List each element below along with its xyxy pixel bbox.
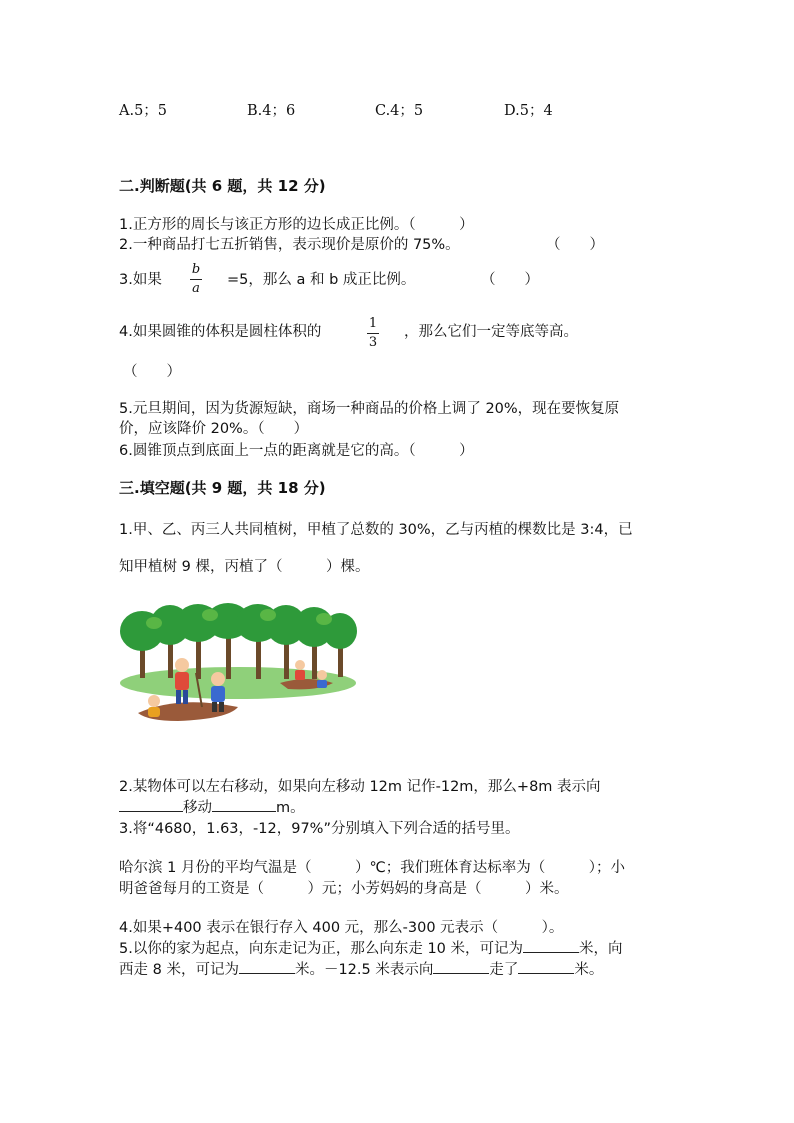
fill-q3-line1: 3.将“4680，1.63，-12，97%”分别填入下列合适的括号里。 — [119, 821, 520, 837]
judge-q4-prefix: 4.如果圆锥的体积是圆柱体积的 — [119, 324, 322, 340]
judge-q4-fraction — [367, 316, 379, 351]
fill-q1-line2: 知甲植树 9 棵，丙植了（ ）棵。 — [119, 559, 370, 575]
tree-planting-illustration — [118, 603, 358, 723]
fill-q5-text-e: 走了 — [489, 962, 519, 978]
fraction-numerator: 1 — [368, 316, 378, 331]
fill-q2-end: m。 — [276, 800, 305, 816]
fill-q4: 4.如果+400 表示在银行存入 400 元，那么-300 元表示（ ）。 — [119, 920, 564, 936]
fraction-denominator: 3 — [368, 335, 378, 350]
judge-q6: 6.圆锥顶点到底面上一点的距离就是它的高。（ ） — [119, 443, 474, 459]
answer-blank[interactable] — [433, 959, 489, 974]
section-3-title: 三.填空题(共 9 题，共 18 分) — [119, 479, 326, 497]
judge-q1: 1.正方形的周长与该正方形的边长成正比例。（ ） — [119, 217, 474, 233]
judge-q3-suffix: =5，那么 a 和 b 成正比例。 — [227, 272, 416, 288]
section-2-title: 二.判断题(共 6 题，共 12 分) — [119, 177, 326, 195]
answer-blank[interactable] — [518, 959, 574, 974]
judge-q4-suffix: ，那么它们一定等底等高。 — [404, 324, 578, 340]
choice-c: C.4；5 — [375, 103, 424, 119]
fraction-bar — [190, 279, 202, 280]
answer-blank[interactable] — [212, 797, 276, 812]
judge-q2: 2.一种商品打七五折销售，表示现价是原价的 75%。 — [119, 237, 460, 253]
fill-q3-line2: 哈尔滨 1 月份的平均气温是（ ）℃；我们班体育达标率为（ ）；小 — [119, 860, 625, 876]
judge-q3-fraction — [190, 262, 202, 297]
fraction-bar — [367, 333, 379, 334]
fill-q5-text-b: 米，向 — [579, 941, 623, 957]
choice-a: A.5；5 — [119, 103, 168, 119]
fill-q5-text-d: 米。－12.5 米表示向 — [294, 962, 434, 978]
choice-d: D.5；4 — [504, 103, 553, 119]
fill-q5-line2 — [119, 958, 603, 979]
answer-blank[interactable] — [239, 959, 295, 974]
fill-q3-line3: 明爸爸每月的工资是（ ）元；小芳妈妈的身高是（ ）米。 — [119, 881, 569, 897]
judge-q5-line1: 5.元旦期间，因为货源短缺，商场一种商品的价格上调了 20%，现在要恢复原 — [119, 401, 620, 417]
fill-q5-text-a: 5.以你的家为起点，向东走记为正，那么向东走 10 米，可记为 — [119, 941, 524, 957]
judge-q4-bracket: （ ） — [123, 364, 181, 380]
fill-q1-line1: 1.甲、乙、丙三人共同植树，甲植了总数的 30%，乙与丙植的棵数比是 3:4，已 — [119, 522, 633, 538]
fraction-denominator: a — [192, 281, 200, 296]
fill-q5-text-f: 米。 — [574, 962, 604, 978]
fill-q5-text-c: 西走 8 米，可记为 — [119, 962, 239, 978]
fill-q2-line1: 2.某物体可以左右移动，如果向左移动 12m 记作-12m，那么+8m 表示向 — [119, 779, 601, 795]
answer-blank[interactable] — [119, 797, 183, 812]
judge-q3-prefix: 3.如果 — [119, 272, 162, 288]
choice-b: B.4；6 — [247, 103, 296, 119]
fill-q2-line2 — [119, 796, 305, 817]
fill-q5-line1 — [119, 937, 623, 958]
fraction-numerator: b — [191, 262, 201, 277]
judge-q2-bracket: （ ） — [546, 237, 604, 253]
judge-q5-line2: 价，应该降价 20%。（ ） — [119, 421, 309, 437]
answer-blank[interactable] — [523, 938, 579, 953]
fill-q2-mid: 移动 — [183, 800, 212, 816]
tree-planting-image — [118, 603, 358, 723]
judge-q3-bracket: （ ） — [481, 272, 539, 288]
